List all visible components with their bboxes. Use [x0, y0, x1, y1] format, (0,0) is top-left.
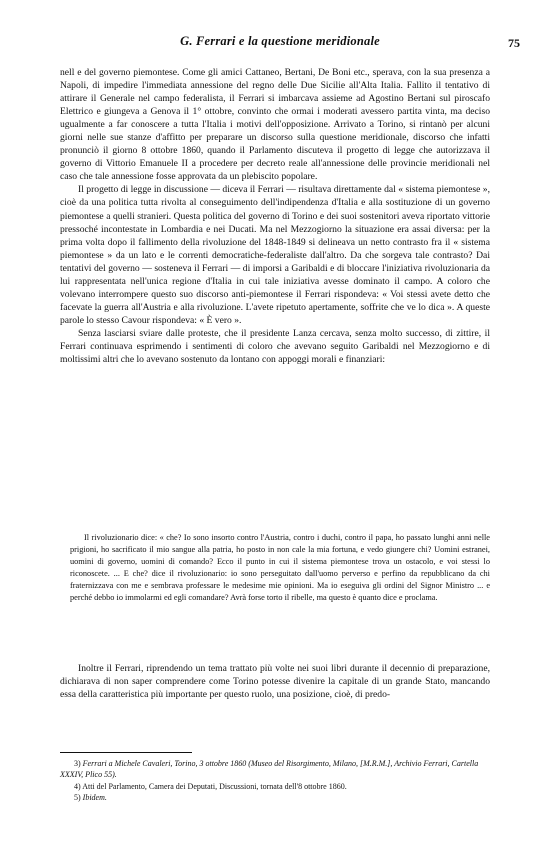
- continuation-text: [60, 662, 490, 701]
- footnote-marker: 3): [74, 759, 81, 768]
- footnote-text: Atti del Parlamento, Camera dei Deputati, Discussioni, tornata dell'8 ottobre 1860.: [82, 781, 347, 791]
- paragraph: Il progetto di legge in discussione — diceva il Ferrari — risultava direttamente dal « sistema piemontese », cioè da una politica tutta rivolta al conseguimento dell'indipendenza d'Italia e alla sostituzione di un governo piemontese a quelli stranieri. Questa politica del governo di Torino e dei suoi sostenitori aveva riportato vittorie pressoché incontestate in Lombardia e nei Ducati. Ma nel Mezzogiorno la situazione era assai diversa: per la prima volta dopo il fallimento della rivoluzione del 1848-1849 si delineava un netto contrasto fra il « sistema piemontese » da un lato e le correnti democratiche-federaliste dall'altro. Da che sorgeva tale contrasto? Dai tentativi del governo — sosteneva il Ferrari — di imporsi a Garibaldi e di bloccare l'iniziativa rivoluzionaria da lui rappresentata nell'unica regione d'Italia in cui tale iniziativa avesse dominato il campo. A coloro che volevano interrompere questo suo discorso anti-piemontese il Ferrari rispondeva: « Voi stessi avete detto che facevate la guerra all'Austria e alla rivoluzione. L'avete ripetuto apertamente, soffrite che ve lo dica ». A queste parole lo stesso Cavour rispondeva: « È vero ».: [60, 184, 490, 326]
- footnote: [60, 792, 490, 803]
- footnote-marker: 5): [74, 793, 81, 803]
- quote-text: Il rivoluzionario dice: « che? Io sono insorto contro l'Austria, contro i duchi, contro il papa, ho passato lunghi anni nelle prigioni, ho sacrificato il mio sangue alla patria, ho posto in non cale la mia fortuna, e vedo giungere chi? Uomini estranei, uomini di governo, uomini di comando? Ecco il punto in cui il sistema piemontese trova un ostacolo, e voi stessi lo riconoscete. ... E che? dice il rivoluzionario: io sono perseguitato dall'uomo perverso e perfino da repubblicano da chi fraternizzava con me e sembrava professare le medesime mie opinioni. Ma io eseguiva gli ordini del Signor Ministro ... e perché debbo io immolarmi ed egli comandare? Avrà forse torto il ribelle, ma questo è quanto dice e proclama.: [70, 533, 490, 602]
- footnote-text: Ibidem.: [82, 793, 107, 803]
- page-header: [60, 34, 520, 52]
- footnote-text: Ferrari a Michele Cavaleri, Torino, 3 ottobre 1860 (Museo del Risorgimento, Milano, [M.R.M.], Archivio Ferrari, Cartella XXXIV, Plico 55).: [60, 759, 479, 780]
- main-text: [60, 66, 490, 366]
- footnote-divider: [60, 752, 192, 753]
- footnote-marker: 4): [74, 781, 81, 791]
- paragraph: Inoltre il Ferrari, riprendendo un tema trattato più volte nei suoi libri durante il decennio di preparazione, dichiarava di non saper comprendere come Torino potesse divenire la capitale di un grande Stato, mancando essa della caratteristica più importante per questo ruolo, una posizione, cioè, di predo-: [60, 663, 490, 701]
- footnote: [60, 758, 490, 781]
- paragraph: Senza lasciarsi sviare dalle proteste, che il presidente Lanza cercava, senza molto successo, di zittire, il Ferrari continuava esprimendo i sentimenti di coloro che avevano seguito Garibaldi nel Mezzogiorno e di moltissimi altri che lo avevano sostenuto da lontano con appoggi morali e finanziari:: [60, 327, 490, 366]
- paragraph: nell e del governo piemontese. Come gli amici Cattaneo, Bertani, De Boni etc., sperava, con la sua presenza a Napoli, di impedire l'immediata annessione del regno delle Due Sicilie all'Alta Italia. Fallito il tentativo di attirare il Generale nel campo federalista, il Ferrari si imbarcava assieme ad Agostino Bertani sul piroscafo Elettrico e giungeva a Genova il 1° ottobre, convinto che ormai i moderati avessero partita vinta, ma deciso ugualmente a far conoscere a tutta l'Italia i motivi dell'opposizione. Arrivato a Torino, si rintanò per alcuni giorni nelle sue stanze d'affitto per preparare un discorso sulla questione meridionale, discorso che infatti pronunciò il giorno 8 ottobre 1860, quando il Parlamento discuteva il progetto di legge che autorizzava il governo di Vittorio Emanuele II a procedere per decreto reale all'annessione delle provincie meridionali nel caso che tale annessione fosse approvata da un plebiscito popolare.: [60, 67, 490, 183]
- running-title: G. Ferrari e la questione meridionale: [180, 34, 380, 48]
- footnotes: [60, 758, 490, 804]
- footnote: [60, 781, 490, 792]
- page-number: 75: [508, 36, 520, 50]
- block-quote: [70, 532, 490, 603]
